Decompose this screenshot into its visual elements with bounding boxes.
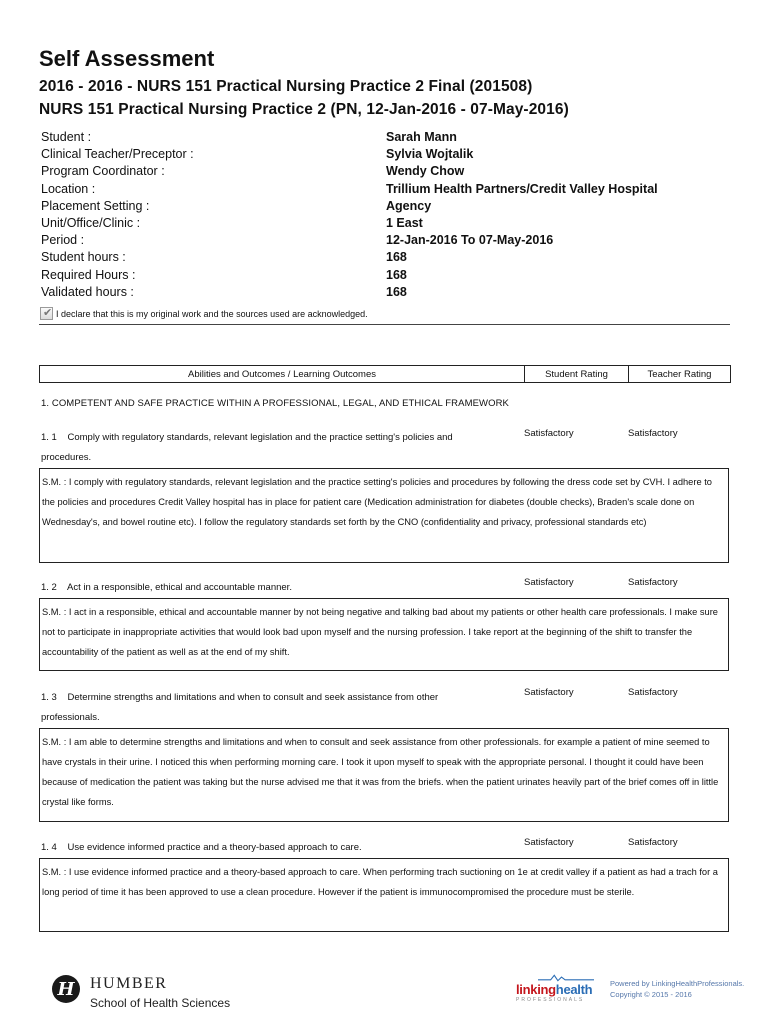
outcome-text: Comply with regulatory standards, relevant legislation and the practice setting's policies and procedures.: [41, 432, 453, 463]
outcome-text: Act in a responsible, ethical and accountable manner.: [66, 582, 292, 593]
info-row-student-hours: [41, 249, 731, 266]
outcome-item: [41, 838, 491, 858]
column-header-student-rating: Student Rating: [525, 366, 629, 382]
info-row-validated-hours: [41, 284, 731, 301]
outcome-number: 1. 4: [41, 842, 57, 853]
info-label: Student :: [41, 130, 92, 144]
info-row-period: [41, 232, 731, 249]
student-rating: Satisfactory: [524, 837, 574, 848]
info-label: Validated hours :: [41, 284, 134, 299]
info-value: Agency: [386, 198, 432, 213]
info-label: Clinical Teacher/Preceptor :: [41, 147, 194, 162]
humber-logo: [52, 975, 230, 1010]
student-rating: Satisfactory: [524, 428, 574, 439]
info-row-required-hours: [41, 267, 731, 284]
info-label: Student hours :: [41, 250, 126, 265]
lh-part-linking: linking: [516, 982, 556, 997]
lh-part-health: health: [555, 982, 593, 997]
copyright-text: Copyright © 2015 - 2016: [610, 990, 692, 999]
info-label: Location :: [41, 181, 96, 196]
checkmark-icon: ✔: [43, 307, 53, 319]
teacher-rating: Satisfactory: [628, 837, 678, 848]
info-value: 168: [386, 267, 407, 282]
student-comment: S.M. : I use evidence informed practice and a theory-based approach to care. When performing trach suctioning on 1e at credit valley if a patient as had a trach for a long period of time it has been approved to use a clean procedure. However if the patient is immunocompromised the procedure must be sterile.: [39, 858, 729, 932]
info-row-student: [41, 129, 731, 146]
teacher-rating: Satisfactory: [628, 687, 678, 698]
linkinghealth-name: [516, 982, 594, 997]
student-info-block: [41, 129, 731, 301]
info-row-teacher: [41, 146, 731, 163]
declaration-checkbox[interactable]: [40, 307, 53, 320]
powered-by: [610, 978, 744, 1000]
info-value: 168: [386, 284, 407, 299]
outcome-text: Determine strengths and limitations and when to consult and seek assistance from other professionals.: [41, 692, 439, 723]
column-header-outcomes: Abilities and Outcomes / Learning Outcomes: [40, 366, 525, 382]
info-value: Wendy Chow: [386, 164, 465, 179]
student-comment: S.M. : I am able to determine strengths and limitations and when to consult and seek assistance from other professionals. for example a patient of mine seemed to have crystals in their urine. I noticed this when performing morning care. I took it upon myself to speak with the appropriate personal. I thought it could have been because of medication the patient was taking but the nurse advised me that it was from the briefs. when the patient urinates heavily part of the brief comes off in little crystal like forms.: [39, 728, 729, 822]
section-title: 1. COMPETENT AND SAFE PRACTICE WITHIN A PROFESSIONAL, LEGAL, AND ETHICAL FRAMEWORK: [41, 398, 509, 409]
student-rating: Satisfactory: [524, 687, 574, 698]
info-label: Placement Setting :: [41, 198, 150, 213]
declaration: [40, 307, 368, 320]
outcome-item: [41, 688, 491, 728]
outcome-item: [41, 428, 491, 468]
info-value: Sylvia Wojtalik: [386, 147, 474, 162]
info-label: Required Hours :: [41, 267, 136, 282]
info-label: Program Coordinator :: [41, 164, 165, 179]
info-row-setting: [41, 198, 731, 215]
info-row-location: [41, 181, 731, 198]
info-label: Unit/Office/Clinic :: [41, 215, 141, 230]
heartbeat-icon: [538, 974, 594, 982]
teacher-rating: Satisfactory: [628, 428, 678, 439]
course-period-title: NURS 151 Practical Nursing Practice 2 (PN, 12-Jan-2016 - 07-May-2016): [39, 101, 569, 118]
outcomes-table-header: [39, 365, 731, 383]
humber-school: School of Health Sciences: [90, 996, 231, 1010]
info-value: 168: [386, 250, 407, 265]
student-comment: S.M. : I act in a responsible, ethical and accountable manner by not being negative and talking bad about my patients or other health care professionals. I make sure not to participate in inappropriate activities that would look bad upon myself and the nursing profession. I take report at the beginning of the shift to transfer the accountability of the patient as well as at the end of my shift.: [39, 598, 729, 671]
course-title: 2016 - 2016 - NURS 151 Practical Nursing Practice 2 Final (201508): [39, 78, 533, 95]
humber-name: HUMBER: [90, 975, 168, 992]
student-comment: S.M. : I comply with regulatory standards, relevant legislation and the practice setting's policies and procedures by following the dress code set by CVH. I adhere to the policies and procedures Credit Valley hospital has in place for patient care (Medication administration for diabetes (double checks), Braden's scale done on Wednesday's, and bowel routine etc). I follow the regulatory standards set forth by the CNO (confidentiality and privacy, professional standards etc): [39, 468, 729, 563]
info-row-unit: [41, 215, 731, 232]
info-row-coordinator: [41, 163, 731, 180]
outcome-number: 1. 1: [41, 432, 57, 443]
outcome-number: 1. 3: [41, 692, 57, 703]
linkinghealth-logo: [516, 974, 594, 1003]
info-label: Period :: [41, 233, 85, 248]
info-value: Sarah Mann: [386, 130, 457, 144]
powered-by-text[interactable]: Powered by LinkingHealthProfessionals.: [610, 979, 745, 988]
outcome-text: Use evidence informed practice and a theory-based approach to care.: [67, 842, 362, 853]
declaration-text: I declare that this is my original work and the sources used are acknowledged.: [56, 308, 368, 319]
info-value: 1 East: [386, 215, 423, 230]
humber-mark-icon: H: [52, 975, 80, 1003]
outcome-number: 1. 2: [41, 582, 57, 593]
student-rating: Satisfactory: [524, 577, 574, 588]
linkinghealth-tagline: PROFESSIONALS: [516, 997, 585, 1003]
info-value: 12-Jan-2016 To 07-May-2016: [386, 233, 554, 248]
page-title: Self Assessment: [39, 46, 215, 71]
teacher-rating: Satisfactory: [628, 577, 678, 588]
outcome-item: [41, 578, 491, 598]
divider: [39, 324, 730, 325]
column-header-teacher-rating: Teacher Rating: [647, 368, 712, 380]
info-value: Trillium Health Partners/Credit Valley Hospital: [386, 181, 658, 196]
